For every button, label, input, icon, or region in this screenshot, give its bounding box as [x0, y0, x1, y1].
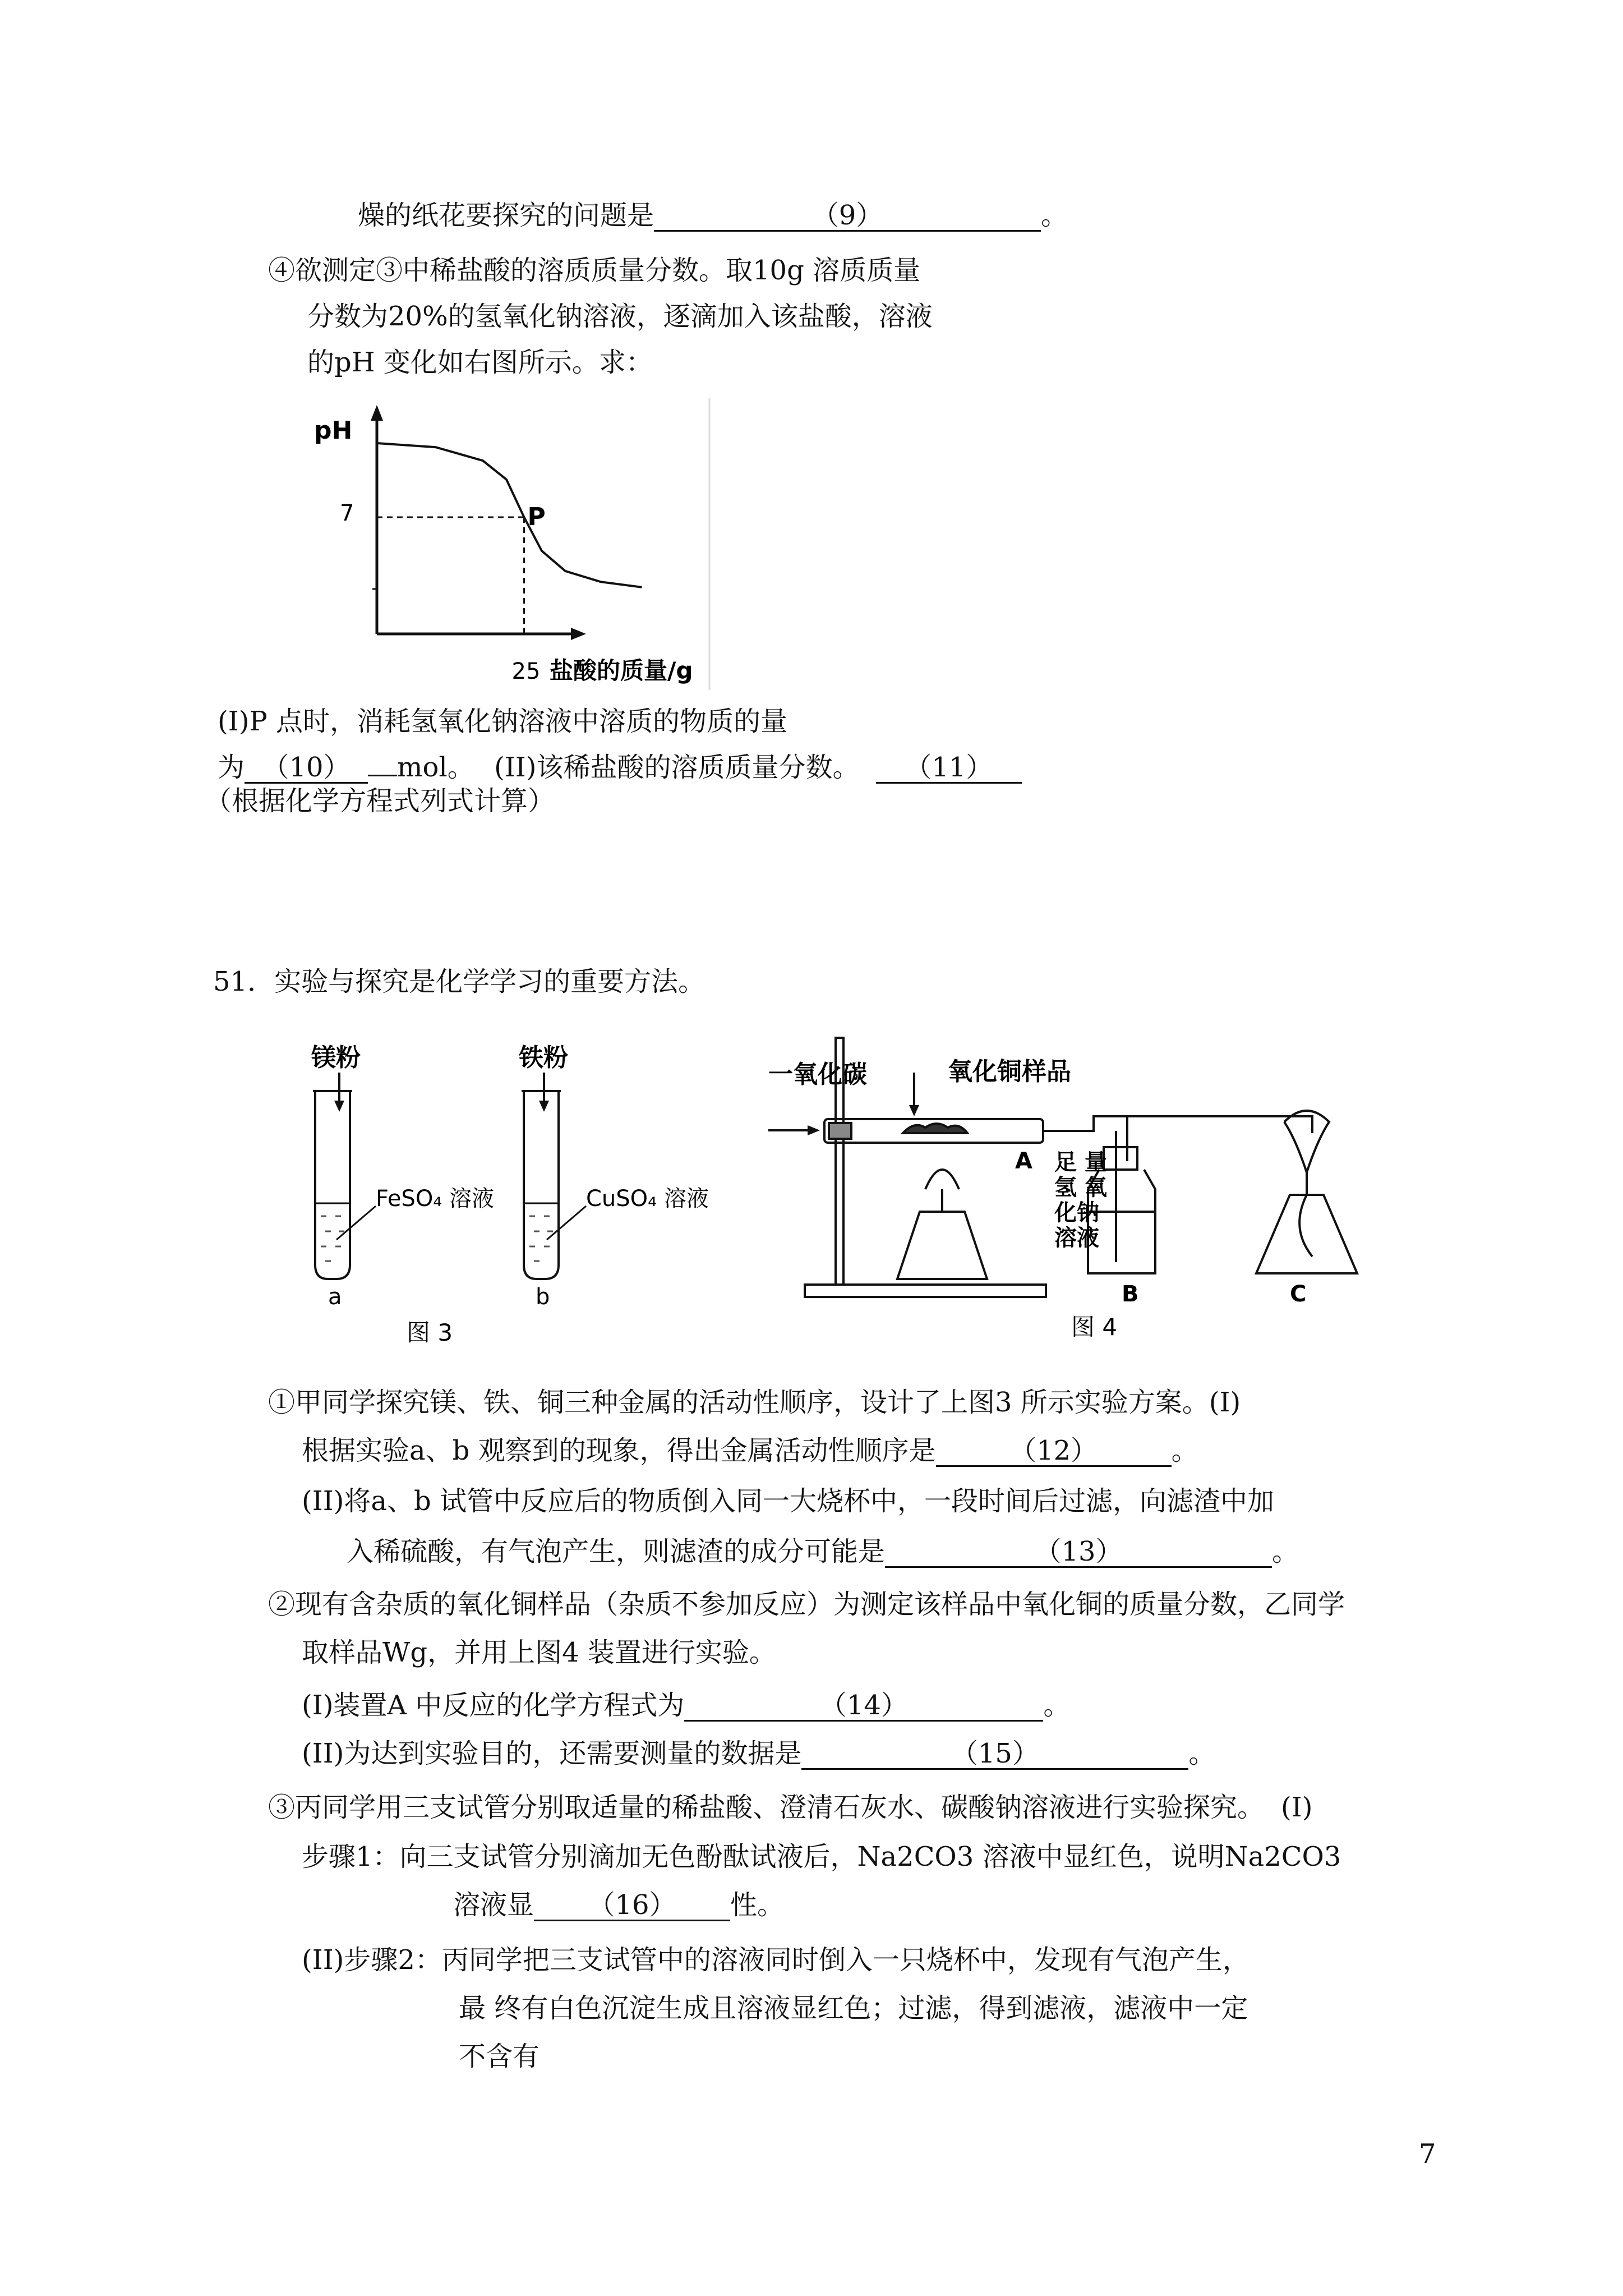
- test-tube-a: [313, 1091, 352, 1279]
- fe-arrow-icon: [539, 1101, 549, 1112]
- q50-part4-line2: 分数为20%的氢氧化钠溶液，逐滴加入该盐酸，溶液: [307, 301, 933, 332]
- q50-sub-ii: (II)该稀盐酸的溶质质量分数。: [494, 752, 860, 783]
- q51-s2-line3: [302, 1688, 1070, 1722]
- reaction-tube-a: [824, 1119, 1043, 1143]
- test-tube-b: [522, 1091, 561, 1279]
- y-axis-label: pH: [314, 416, 353, 445]
- answer-blank-12[interactable]: [936, 1436, 1172, 1467]
- unit-mol: mol。: [397, 752, 474, 783]
- blank-14-label: （14）: [819, 1690, 908, 1721]
- lamp-c-label: C: [1290, 1281, 1307, 1307]
- page-number: 7: [1419, 2138, 1436, 2170]
- cuso4-label: CuSO₄ 溶液: [586, 1186, 709, 1212]
- xing-text: 性。: [730, 1889, 785, 1921]
- co-arrow-icon: [808, 1125, 820, 1135]
- answer-blank-15[interactable]: [801, 1739, 1188, 1770]
- naoh-line-1: 足 量: [1054, 1149, 1107, 1175]
- naoh-solution-label: [1054, 1149, 1107, 1251]
- blank-11-label: （11）: [905, 752, 993, 783]
- apparatus-a-label: A: [1015, 1148, 1032, 1174]
- q51-s2-line4: [302, 1737, 1215, 1770]
- cuo-arrow-icon: [909, 1105, 919, 1116]
- q51-s3-line1-text: ③丙同学用三支试管分别取适量的稀盐酸、澄清石灰水、碳酸钠溶液进行实验探究。: [268, 1792, 1265, 1823]
- q51-s3-line3-text: 溶液显: [453, 1889, 534, 1921]
- q50-note: （根据化学方程式列式计算）: [205, 785, 555, 817]
- blank-10-label: （10）: [262, 752, 351, 783]
- q50-line-9: [358, 199, 1068, 232]
- co-label: 一氧化碳: [768, 1060, 867, 1089]
- answer-blank-10[interactable]: [245, 753, 368, 784]
- q51-s2-line2: 取样品Wg，并用上图4 装置进行实验。: [302, 1637, 776, 1668]
- x-axis-label: 盐酸的质量/g: [550, 657, 693, 684]
- x-tick-25: 25: [511, 659, 541, 684]
- alcohol-lamp-a: [897, 1170, 987, 1279]
- q51-s3-line1: [268, 1791, 1312, 1824]
- answer-blank-13[interactable]: [885, 1537, 1272, 1568]
- naoh-line-3: 化钠: [1054, 1200, 1099, 1226]
- q51-s3-line5: 最 终有白色沉淀生成且溶液显红色；过滤，得到滤液，滤液中一定: [459, 1993, 1248, 2024]
- fe-powder-label: 铁粉: [519, 1043, 568, 1072]
- figure-3: [280, 1038, 763, 1352]
- bottle-b-label: B: [1122, 1281, 1139, 1307]
- ph-chart: [303, 398, 718, 696]
- feso4-label: FeSO₄ 溶液: [376, 1186, 495, 1212]
- y-tick-7: 7: [340, 500, 354, 526]
- naoh-line-2: 氢 氧: [1054, 1175, 1107, 1200]
- figure-3-caption: 图 3: [407, 1319, 453, 1346]
- q50-part4-line1: ④欲测定③中稀盐酸的溶质质量分数。取10g 溶质质量: [268, 255, 921, 286]
- alcohol-lamp-c: [1256, 1111, 1357, 1273]
- y-axis-arrow-icon: [371, 405, 383, 421]
- q51-s3-line2: 步骤1：向三支试管分别滴加无色酚酞试液后，Na2CO3 溶液中显红色，说明Na2CO3: [302, 1841, 1341, 1872]
- q51-s3-line4: (II)步骤2：丙同学把三支试管中的溶液同时倒入一只烧杯中，发现有气泡产生，: [302, 1944, 1249, 1976]
- wei-text: 为: [218, 752, 245, 783]
- blank-9-label: （9）: [811, 200, 883, 231]
- q51-s2-line4-text: (II)为达到实验目的，还需要测量的数据是: [302, 1738, 802, 1769]
- cuso4-pointer: [547, 1206, 586, 1240]
- answer-blank-9[interactable]: [654, 201, 1041, 232]
- mg-arrow-icon: [334, 1101, 344, 1112]
- answer-blank-10-tail[interactable]: [368, 775, 397, 776]
- blank-15-label: （15）: [951, 1738, 1039, 1769]
- period: 。: [1272, 1536, 1299, 1567]
- tube-b-label: b: [536, 1284, 550, 1310]
- q51-s1-line2: [302, 1434, 1198, 1467]
- period: 。: [1043, 1690, 1071, 1721]
- figure-4-caption: 图 4: [1071, 1313, 1118, 1341]
- q51-s3-line3: [453, 1888, 784, 1922]
- period: 。: [1041, 200, 1068, 231]
- x-axis-arrow-icon: [571, 628, 586, 640]
- naoh-line-4: 溶液: [1054, 1225, 1099, 1251]
- q51-s1-line2-text: 根据实验a、b 观察到的现象，得出金属活动性顺序是: [302, 1435, 936, 1466]
- period: 。: [1188, 1738, 1216, 1769]
- blank-12-label: （12）: [1009, 1435, 1098, 1466]
- q51-s3-part-i: (I): [1281, 1792, 1313, 1823]
- q50-line-9-text: 燥的纸花要探究的问题是: [358, 200, 654, 231]
- q51-s1-line4: [347, 1535, 1299, 1568]
- answer-blank-14[interactable]: [684, 1691, 1043, 1722]
- q50-sub-i: (I)P 点时，消耗氢氧化钠溶液中溶质的物质的量: [218, 706, 787, 737]
- blank-16-label: （16）: [588, 1889, 676, 1921]
- q51-s1-line4-text: 入稀硫酸，有气泡产生，则滤渣的成分可能是: [347, 1536, 886, 1567]
- q51-s1-line3: (II)将a、b 试管中反应后的物质倒入同一大烧杯中，一段时间后过滤，向滤渣中加: [302, 1485, 1274, 1517]
- q51-s2-line1: ②现有含杂质的氧化铜样品（杂质不参加反应）为测定该样品中氧化铜的质量分数，乙同学: [268, 1589, 1345, 1620]
- period: 。: [1171, 1435, 1198, 1466]
- point-p-label: P: [527, 503, 546, 531]
- ph-curve: [377, 443, 642, 587]
- q50-part4-line3: 的pH 变化如右图所示。求：: [307, 347, 653, 378]
- q51-s1-line1: ①甲同学探究镁、铁、铜三种金属的活动性顺序，设计了上图3 所示实验方案。(I): [268, 1387, 1241, 1418]
- gas-pipe-a-to-b: [1043, 1116, 1312, 1133]
- figure-4: [751, 1027, 1481, 1341]
- blank-13-label: （13）: [1034, 1536, 1123, 1567]
- tube-a-label: a: [328, 1284, 342, 1310]
- q50-sub-i-answer: [218, 751, 1022, 784]
- answer-blank-16[interactable]: [534, 1890, 730, 1921]
- answer-blank-11[interactable]: [876, 753, 1022, 784]
- q51-s2-line3-text: (I)装置A 中反应的化学方程式为: [302, 1690, 685, 1721]
- q51-s3-line6: 不含有: [459, 2041, 540, 2072]
- cuo-sample-label: 氧化铜样品: [948, 1057, 1071, 1086]
- q51-title: 51．实验与探究是化学学习的重要方法。: [213, 966, 706, 997]
- mg-powder-label: 镁粉: [311, 1043, 361, 1072]
- feso4-pointer: [336, 1206, 376, 1240]
